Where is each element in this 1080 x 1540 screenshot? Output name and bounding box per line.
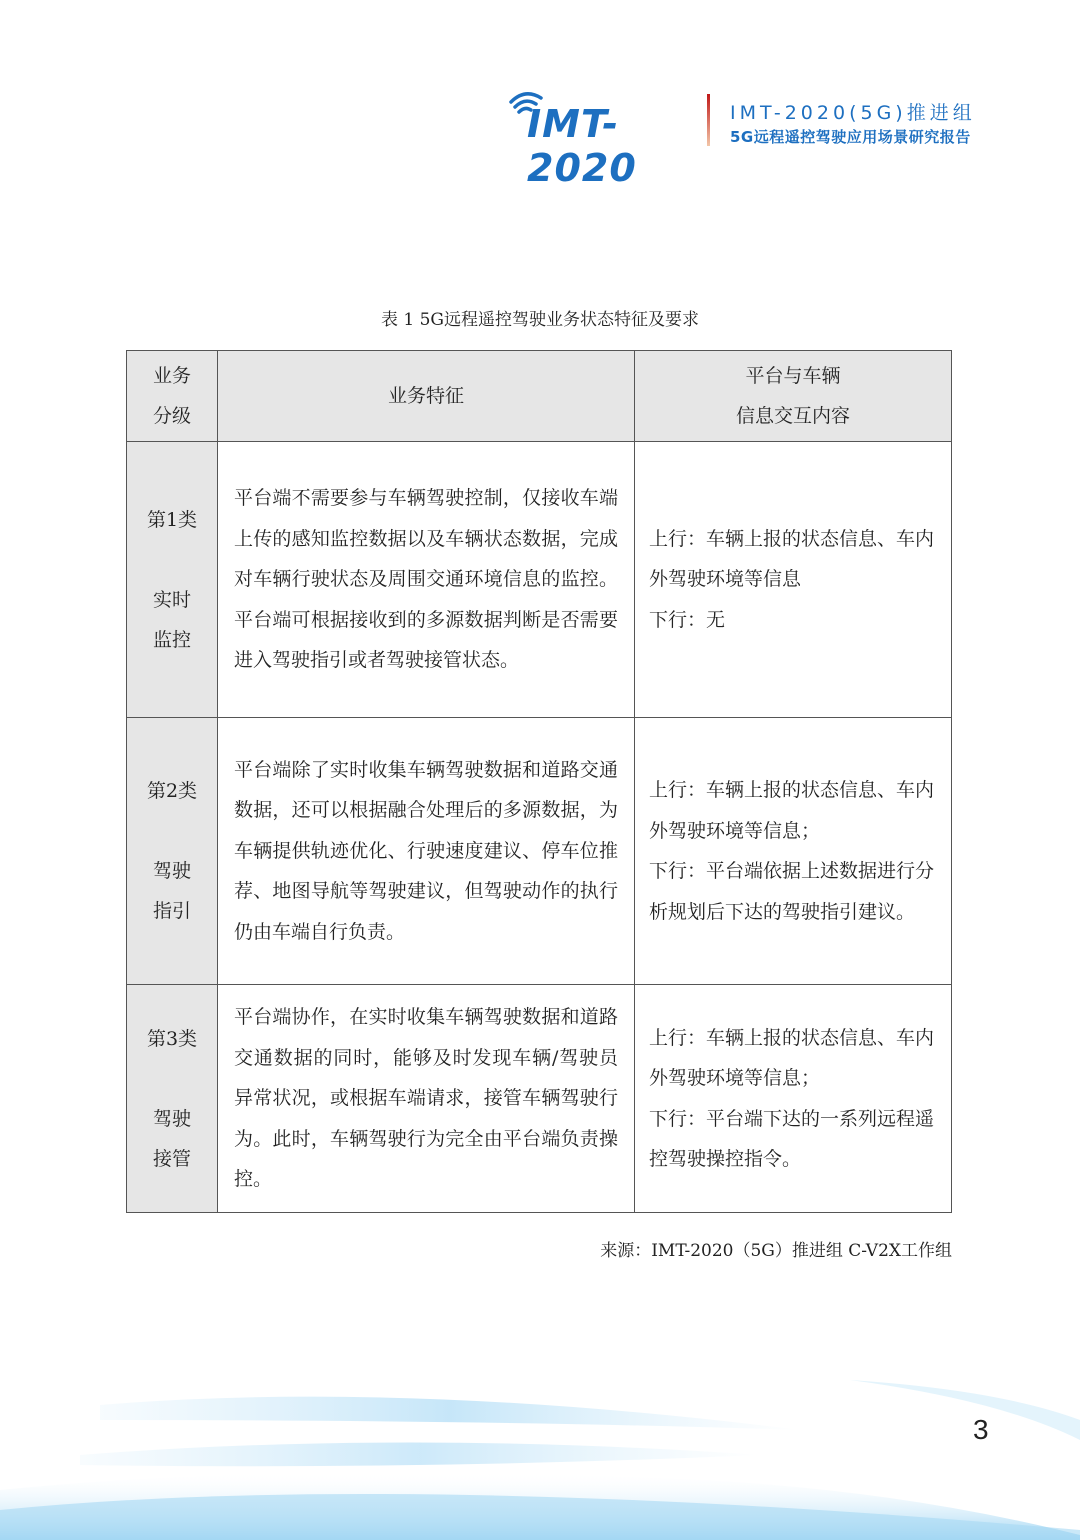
header-divider bbox=[707, 94, 710, 146]
imt-2020-logo bbox=[505, 88, 700, 190]
table-caption: 表 1 5G远程遥控驾驶业务状态特征及要求 bbox=[380, 310, 700, 330]
page-number: 3 bbox=[973, 1414, 989, 1445]
downlink-text: 下行：无 bbox=[649, 608, 726, 631]
table-source: 来源：IMT-2020（5G）推进组 C-V2X工作组 bbox=[600, 1241, 952, 1261]
header-info: 平台与车辆 信息交互内容 bbox=[635, 351, 952, 442]
grade-cell: 第1类 实时 监控 bbox=[127, 442, 218, 718]
footer-wave-decoration bbox=[0, 1360, 1080, 1540]
downlink-text: 下行：平台端依据上述数据进行分析规划后下达的驾驶指引建议。 bbox=[649, 860, 935, 923]
table-row bbox=[127, 442, 952, 718]
report-header bbox=[500, 88, 1010, 190]
table-row bbox=[127, 718, 952, 985]
grade-cell: 第3类 驾驶 接管 bbox=[127, 985, 218, 1213]
uplink-text: 上行：车辆上报的状态信息、车内外驾驶环境等信息； bbox=[649, 1026, 935, 1089]
downlink-text: 下行：平台端下达的一系列远程遥控驾驶操控指令。 bbox=[649, 1107, 935, 1170]
logo-text: IMT-2020 bbox=[527, 102, 637, 190]
header-subtitle: 5G远程遥控驾驶应用场景研究报告 bbox=[730, 128, 971, 146]
info-cell bbox=[635, 985, 952, 1213]
service-feature-table bbox=[126, 350, 952, 1213]
grade-cell: 第2类 驾驶 指引 bbox=[127, 718, 218, 985]
info-cell bbox=[635, 442, 952, 718]
header-grade: 业务 分级 bbox=[127, 351, 218, 442]
feature-cell: 平台端除了实时收集车辆驾驶数据和道路交通数据，还可以根据融合处理后的多源数据，为车辆提供轨迹优化、行驶速度建议、停车位推荐、地图导航等驾驶建议，但驾驶动作的执行仍由车端自行负责。 bbox=[218, 718, 635, 985]
uplink-text: 上行：车辆上报的状态信息、车内外驾驶环境等信息； bbox=[649, 779, 935, 842]
uplink-text: 上行：车辆上报的状态信息、车内外驾驶环境等信息 bbox=[649, 527, 935, 591]
feature-cell: 平台端不需要参与车辆驾驶控制，仅接收车端上传的感知监控数据以及车辆状态数据，完成对车辆行驶状态及周围交通环境信息的监控。平台端可根据接收到的多源数据判断是否需要进入驾驶指引或者驾驶接管状态。 bbox=[218, 442, 635, 718]
table-row bbox=[127, 985, 952, 1213]
header-feature: 业务特征 bbox=[218, 351, 635, 442]
feature-cell: 平台端协作，在实时收集车辆驾驶数据和道路交通数据的同时，能够及时发现车辆/驾驶员异常状况，或根据车端请求，接管车辆驾驶行为。此时，车辆驾驶行为完全由平台端负责操控。 bbox=[218, 985, 635, 1213]
header-title: IMT-2020(5G)推进组 bbox=[730, 102, 976, 124]
table-header-row bbox=[127, 351, 952, 442]
info-cell bbox=[635, 718, 952, 985]
